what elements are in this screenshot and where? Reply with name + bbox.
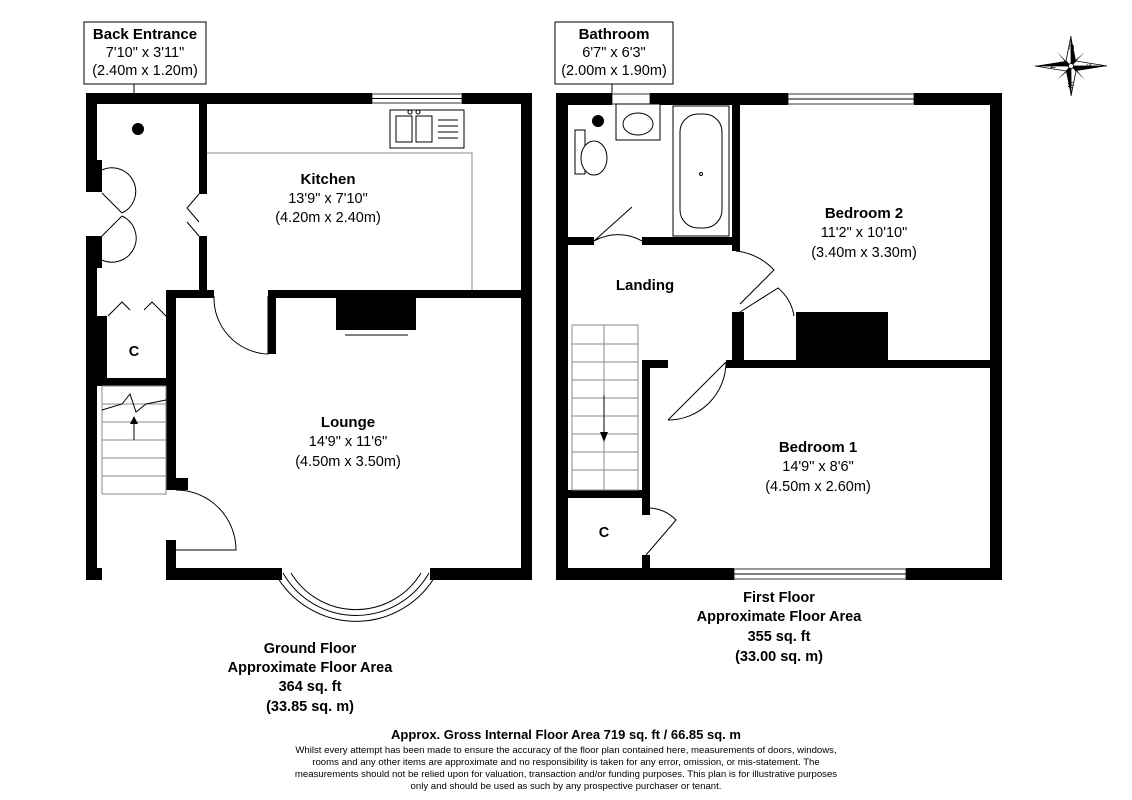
compass-south: S [1084,63,1092,69]
door [108,302,166,316]
wall [174,568,282,580]
lounge-dim-metric: (4.50m x 3.50m) [295,454,401,470]
ground-floor-area-sqft: 364 sq. ft [278,679,342,695]
first-floor-plan [556,93,1002,580]
wall [166,540,176,580]
wall [568,490,650,498]
wall [86,262,97,580]
kitchen-name: Kitchen [300,171,356,188]
landing-name: Landing [615,277,675,294]
disclaimer [295,745,837,792]
first-floor-area-sqft: 355 sq. ft [747,629,811,645]
ground-floor-title: Ground Floor [263,641,357,657]
door [736,251,774,304]
wall [199,236,207,296]
stairs [572,325,638,490]
fireplace [336,298,416,330]
first-floor-area-sqm: (33.00 sq. m) [735,649,823,665]
wall [906,568,1002,580]
wall [176,478,188,490]
wall [168,316,176,386]
ground-floor-area-sqm: (33.85 sq. m) [266,699,354,715]
bathroom-name: Bathroom [578,26,650,43]
wall [556,568,734,580]
bathroom-dim-metric: (2.00m x 1.90m) [561,63,667,79]
bedroom2-dim-metric: (3.40m x 3.30m) [811,245,917,261]
wall [726,360,990,368]
disclaimer-line: rooms and any other items are approximate and no responsibility is taken for any error, omission, or mis-statement. The [312,757,820,768]
wall [568,237,594,245]
wall [97,378,172,386]
wall [650,360,668,368]
wall [732,312,744,360]
wall [990,93,1002,580]
back-entrance-dim-imperial: 7'10" x 3'11" [105,45,185,61]
wall [272,290,522,298]
back-entrance-dim-metric: (2.40m x 1.20m) [92,63,198,79]
door [176,490,236,550]
ground-floor-area-label: Approximate Floor Area [227,660,393,676]
compass-icon [1035,36,1107,96]
cupboard-label: C [598,525,610,541]
wall [796,312,888,360]
wall [521,93,532,580]
first-floor-caption [697,590,863,665]
bedroom2-name: Bedroom 2 [824,205,904,222]
toilet-icon [575,130,607,175]
door [646,508,676,555]
boiler-icon [592,115,604,127]
bathroom-dim-imperial: 6'7" x 6'3" [582,45,646,61]
wall [86,93,97,163]
bathroom-label-box [555,22,673,84]
wall [650,93,788,105]
bedroom1-dim-metric: (4.50m x 2.60m) [765,479,871,495]
disclaimer-line: Whilst every attempt has been made to ensure the accuracy of the floor plan contained here, measurements of doors, windows, [295,745,837,756]
bedroom2-dim-imperial: 11'2" x 10'10" [820,225,908,241]
disclaimer-line: only and should be used as such by any prospective purchaser or tenant. [410,781,722,792]
wall [642,555,650,569]
lounge-dim-imperial: 14'9" x 11'6" [308,434,388,450]
wall [134,93,372,104]
bath-icon [673,106,729,236]
wall [914,93,1002,105]
bedroom1-name: Bedroom 1 [778,439,858,456]
wall [86,568,102,580]
ground-floor-caption [228,641,394,715]
wall [97,316,107,386]
wall [86,160,102,192]
kitchen-dim-imperial: 13'9" x 7'10" [288,191,368,207]
boiler-icon [132,123,144,135]
door [594,207,642,241]
gross-floor-area: Approx. Gross Internal Floor Area 719 sq. ft / 66.85 sq. m [391,727,741,742]
window [612,94,650,104]
wall [642,237,738,245]
compass-east: E [1067,44,1074,50]
sink-icon [390,110,464,148]
back-entrance-label-box [84,22,206,84]
compass-north: N [1048,63,1056,69]
stairs [102,386,166,494]
door [214,296,268,354]
ground-floor-plan [86,83,532,621]
kitchen-dim-metric: (4.20m x 2.40m) [275,210,381,226]
wall [268,290,276,354]
bedroom1-dim-imperial: 14'9" x 8'6" [782,459,854,475]
compass-west: W [1066,81,1073,89]
wall [430,568,532,580]
wall [732,104,740,251]
cupboard-label: C [128,344,140,360]
wall [199,104,207,194]
wall [556,93,568,580]
door [102,193,122,236]
first-floor-area-label: Approximate Floor Area [696,609,862,625]
basin-icon [616,104,660,140]
back-entrance-name: Back Entrance [92,26,198,43]
first-floor-title: First Floor [743,590,815,606]
disclaimer-line: measurements should not be relied upon for valuation, transaction and/or funding purposes. This plan is for illustrative purposes [294,769,838,780]
bay-window [275,573,437,621]
lounge-name: Lounge [320,414,376,431]
